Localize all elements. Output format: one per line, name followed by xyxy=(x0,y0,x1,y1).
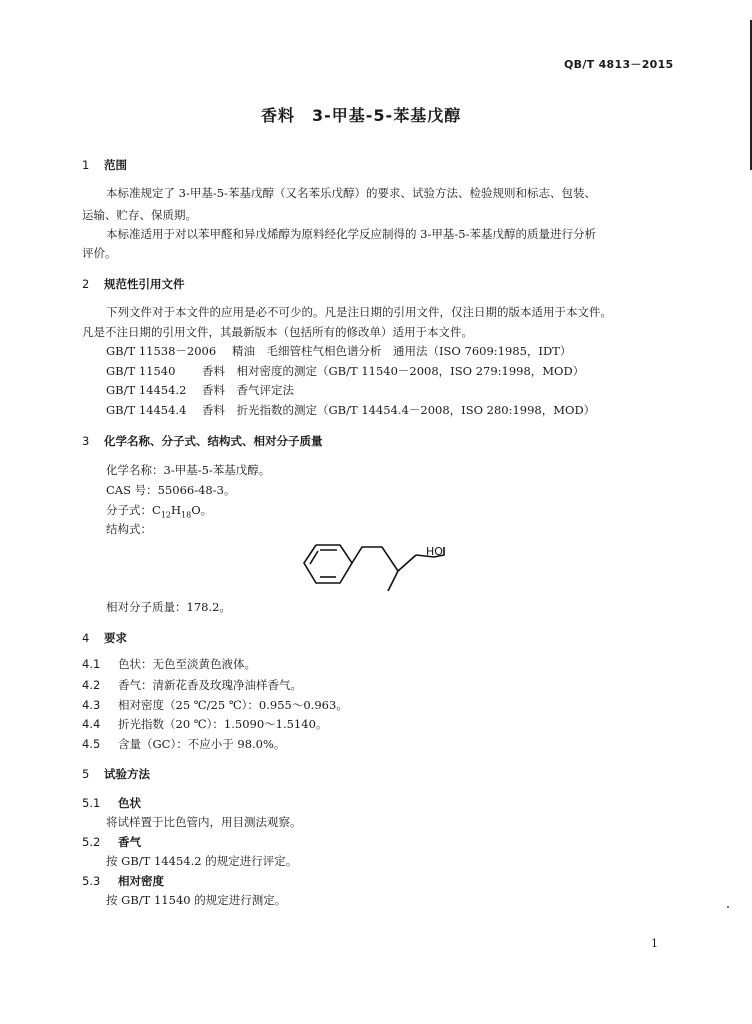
molecular-mass: 相对分子质量：178.2。 xyxy=(106,600,231,614)
subsection-heading: 5.1 色状 xyxy=(82,796,141,810)
subsection-text: 按 GB/T 14454.2 的规定进行评定。 xyxy=(106,854,298,868)
section-4-heading: 4 要求 xyxy=(82,631,127,645)
ho-label: HO xyxy=(426,545,443,558)
references-paragraph-line-1: 下列文件对于本文件的应用是必不可少的。凡是注日期的引用文件，仅注日期的版本适用于本文件。 xyxy=(106,305,612,319)
section-2-heading: 2 规范性引用文件 xyxy=(82,277,185,291)
cas-number: CAS 号：55066-48-3。 xyxy=(106,483,236,497)
benzene-ring xyxy=(304,545,352,583)
methyl-branch xyxy=(388,571,398,591)
page-number: 1 xyxy=(651,937,658,950)
scan-speck xyxy=(727,906,729,908)
scope-paragraph-2-line-1: 本标准适用于对以苯甲醛和异戊烯醇为原料经化学反应制得的 3-甲基-5-苯基戊醇的质量进行分析 xyxy=(106,227,596,241)
requirement-item: 4.5 含量（GC）：不应小于 98.0%。 xyxy=(82,737,286,751)
alkyl-chain xyxy=(352,547,416,571)
scope-paragraph-1-line-1: 本标准规定了 3-甲基-5-苯基戊醇（又名苯乐戊醇）的要求、试验方法、检验规则和标志、包装、 xyxy=(106,186,596,200)
section-5-heading: 5 试验方法 xyxy=(82,767,150,781)
references-paragraph-line-2: 凡是不注日期的引用文件，其最新版本（包括所有的修改单）适用于本文件。 xyxy=(82,325,473,339)
molecular-formula: 分子式：$C_{12}H_{18}O$。 xyxy=(106,503,213,520)
reference-item: GB/T 14454.2 香料 香气评定法 xyxy=(106,383,294,397)
structural-formula xyxy=(300,533,470,598)
section-1-heading: 1 范围 xyxy=(82,158,127,172)
subsection-heading: 5.3 相对密度 xyxy=(82,874,164,888)
scope-paragraph-1-line-2: 运输、贮存、保质期。 xyxy=(82,208,197,222)
reference-item: GB/T 11538－2006 精油 毛细管柱气相色谱分析 通用法（ISO 7609:1985，IDT） xyxy=(106,344,572,358)
page-title: 香料 3-甲基-5-苯基戊醇 xyxy=(261,106,462,125)
scope-paragraph-2-line-2: 评价。 xyxy=(82,246,117,260)
subsection-text: 按 GB/T 11540 的规定进行测定。 xyxy=(106,893,287,907)
subsection-heading: 5.2 香气 xyxy=(82,835,141,849)
requirement-item: 4.1 色状：无色至淡黄色液体。 xyxy=(82,657,256,671)
requirement-item: 4.3 相对密度（25 ℃/25 ℃）：0.955～0.963。 xyxy=(82,698,348,712)
requirement-item: 4.2 香气：清新花香及玫瑰净油样香气。 xyxy=(82,678,302,692)
chemical-name: 化学名称：3-甲基-5-苯基戊醇。 xyxy=(106,463,271,477)
subsection-text: 将试样置于比色管内，用目测法观察。 xyxy=(106,815,302,829)
reference-item: GB/T 14454.4 香料 折光指数的测定（GB/T 14454.4－2008，ISO 280:1998，MOD） xyxy=(106,403,596,417)
requirement-item: 4.4 折光指数（20 ℃）：1.5090～1.5140。 xyxy=(82,717,328,731)
standard-number: QB/T 4813－2015 xyxy=(564,58,674,71)
structure-label: 结构式： xyxy=(106,522,152,536)
reference-item: GB/T 11540 香料 相对密度的测定（GB/T 11540－2008，ISO 279:1998，MOD） xyxy=(106,364,585,378)
section-3-heading: 3 化学名称、分子式、结构式、相对分子质量 xyxy=(82,434,323,448)
